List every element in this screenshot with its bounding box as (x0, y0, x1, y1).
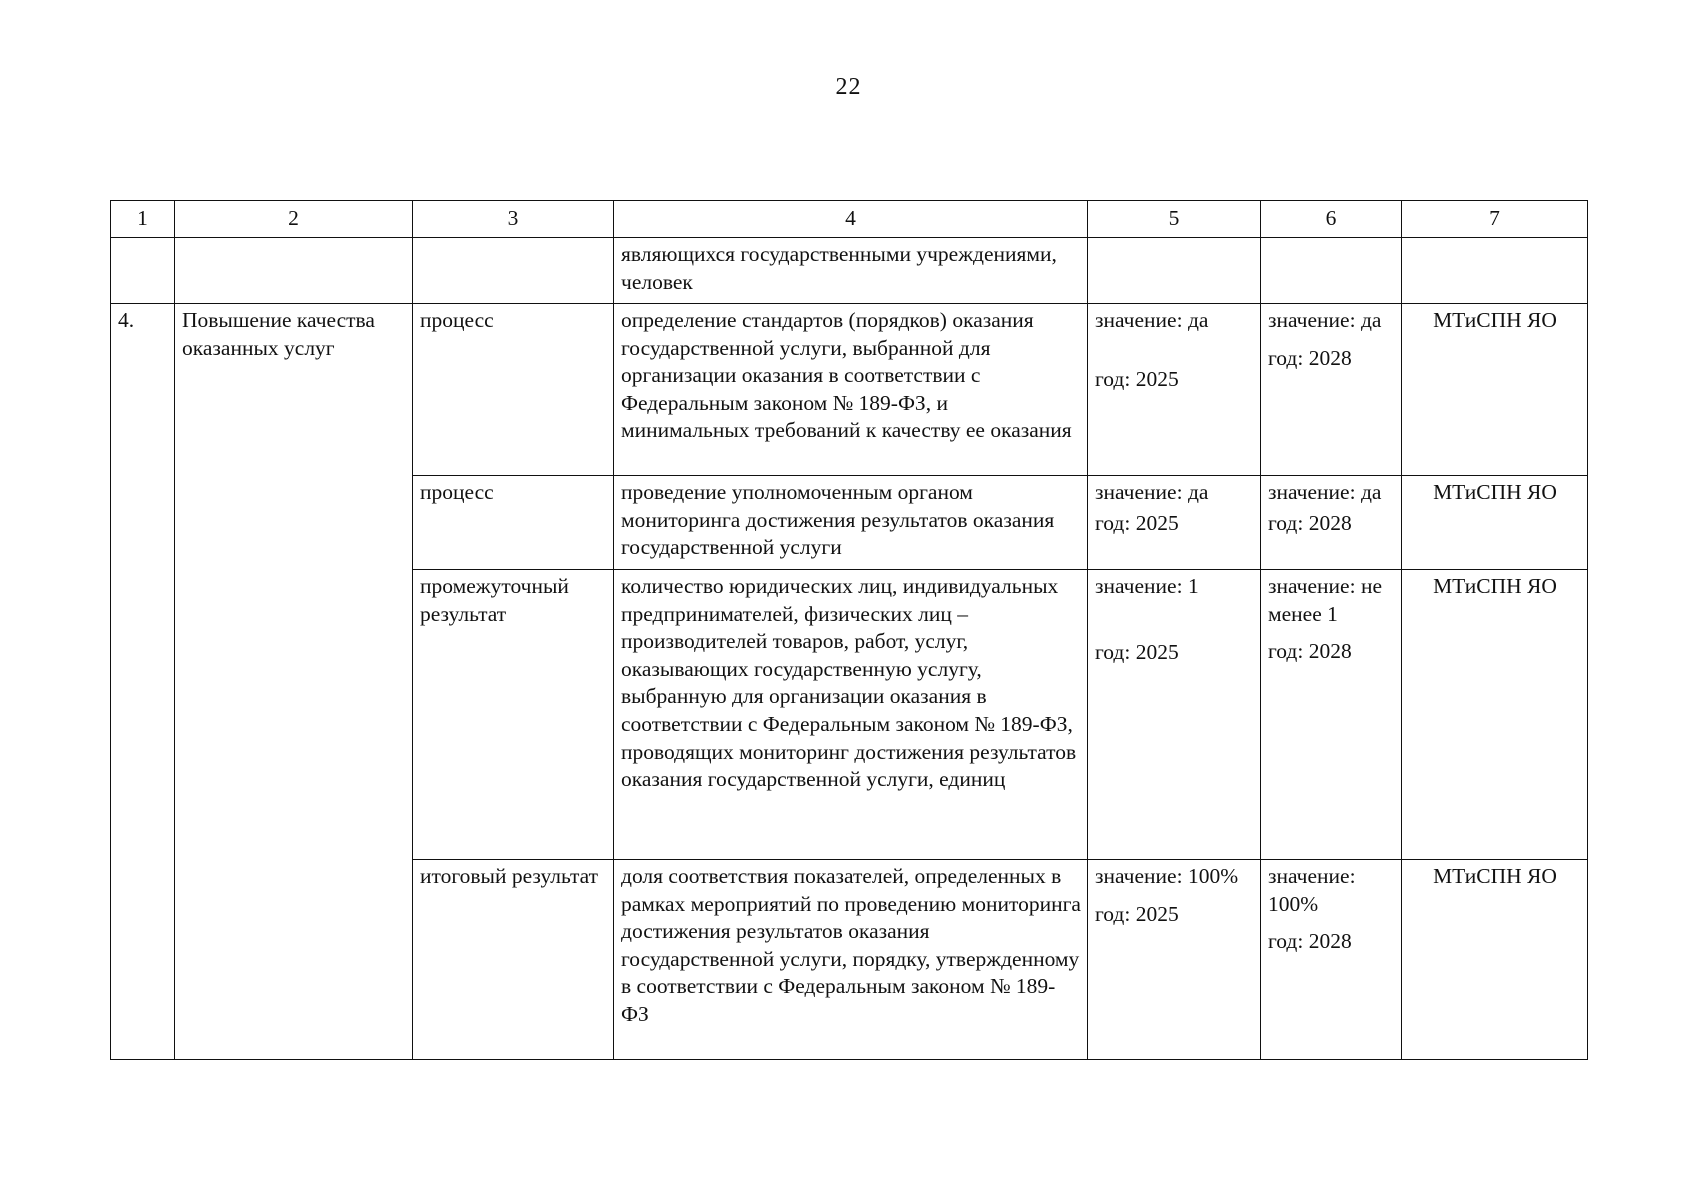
base-cell (1088, 860, 1261, 1060)
base-cell (1088, 476, 1261, 570)
indicators-table (110, 200, 1588, 1060)
target-cell (1261, 570, 1402, 860)
target-value: значение: 100% (1268, 864, 1356, 916)
base-year: год: 2025 (1095, 639, 1179, 664)
indicator-type: итоговый результат (413, 860, 614, 1060)
indicator-type: процесс (413, 304, 614, 476)
indicator-type: промежуточный результат (413, 570, 614, 860)
target-year: год: 2028 (1268, 929, 1352, 954)
page-number: 22 (835, 74, 862, 100)
table-row (111, 304, 1588, 476)
header-col-4: 4 (614, 201, 1088, 238)
target-cell (1261, 860, 1402, 1060)
indicator-text: доля соответствия показателей, определенных в рамках мероприятий по проведению мониторинга достижения результатов оказания государственной услуги, порядку, утвержденному в соответствии с Федеральным законом № 189-ФЗ (614, 860, 1088, 1060)
header-col-3: 3 (413, 201, 614, 238)
target-value: значение: да (1268, 308, 1382, 332)
header-row (111, 201, 1588, 238)
task-name: Повышение качества оказанных услуг (175, 304, 413, 1060)
base-cell (1088, 304, 1261, 476)
responsible: МТиСПН ЯО (1402, 476, 1588, 570)
indicator-text: количество юридических лиц, индивидуальных предпринимателей, физических лиц – производителей товаров, работ, услуг, оказывающих государственную услугу, выбранную для организации оказания в соответствии с Федеральным законом № 189-ФЗ, проводящих мониторинг достижения результатов оказания государственной услуги, единиц (614, 570, 1088, 860)
target-cell (1261, 304, 1402, 476)
base-year: год: 2025 (1095, 366, 1179, 391)
target-value: значение: да (1268, 480, 1382, 504)
target-cell (1261, 476, 1402, 570)
target-value: значение: не менее 1 (1268, 574, 1382, 626)
base-year: год: 2025 (1095, 510, 1179, 535)
continuation-indicator: являющихся государственными учреждениями, человек (614, 238, 1088, 304)
header-col-1: 1 (111, 201, 175, 238)
header-col-2: 2 (175, 201, 413, 238)
responsible: МТиСПН ЯО (1402, 304, 1588, 476)
header-col-7: 7 (1402, 201, 1588, 238)
base-value: значение: да (1095, 480, 1209, 504)
indicator-type: процесс (413, 476, 614, 570)
indicator-text: определение стандартов (порядков) оказания государственной услуги, выбранной для организации оказания в соответствии с Федеральным законом № 189-ФЗ, и минимальных требований к качеству ее оказания (614, 304, 1088, 476)
base-value: значение: 1 (1095, 574, 1199, 598)
header-col-6: 6 (1261, 201, 1402, 238)
target-year: год: 2028 (1268, 639, 1352, 664)
target-year: год: 2028 (1268, 345, 1352, 370)
responsible: МТиСПН ЯО (1402, 860, 1588, 1060)
base-value: значение: 100% (1095, 864, 1239, 888)
responsible: МТиСПН ЯО (1402, 570, 1588, 860)
base-cell (1088, 570, 1261, 860)
continuation-row (111, 238, 1588, 304)
indicator-text: проведение уполномоченным органом мониторинга достижения результатов оказания государственной услуги (614, 476, 1088, 570)
target-year: год: 2028 (1268, 510, 1352, 535)
header-col-5: 5 (1088, 201, 1261, 238)
base-year: год: 2025 (1095, 901, 1179, 926)
base-value: значение: да (1095, 308, 1209, 332)
task-number: 4. (111, 304, 175, 1060)
